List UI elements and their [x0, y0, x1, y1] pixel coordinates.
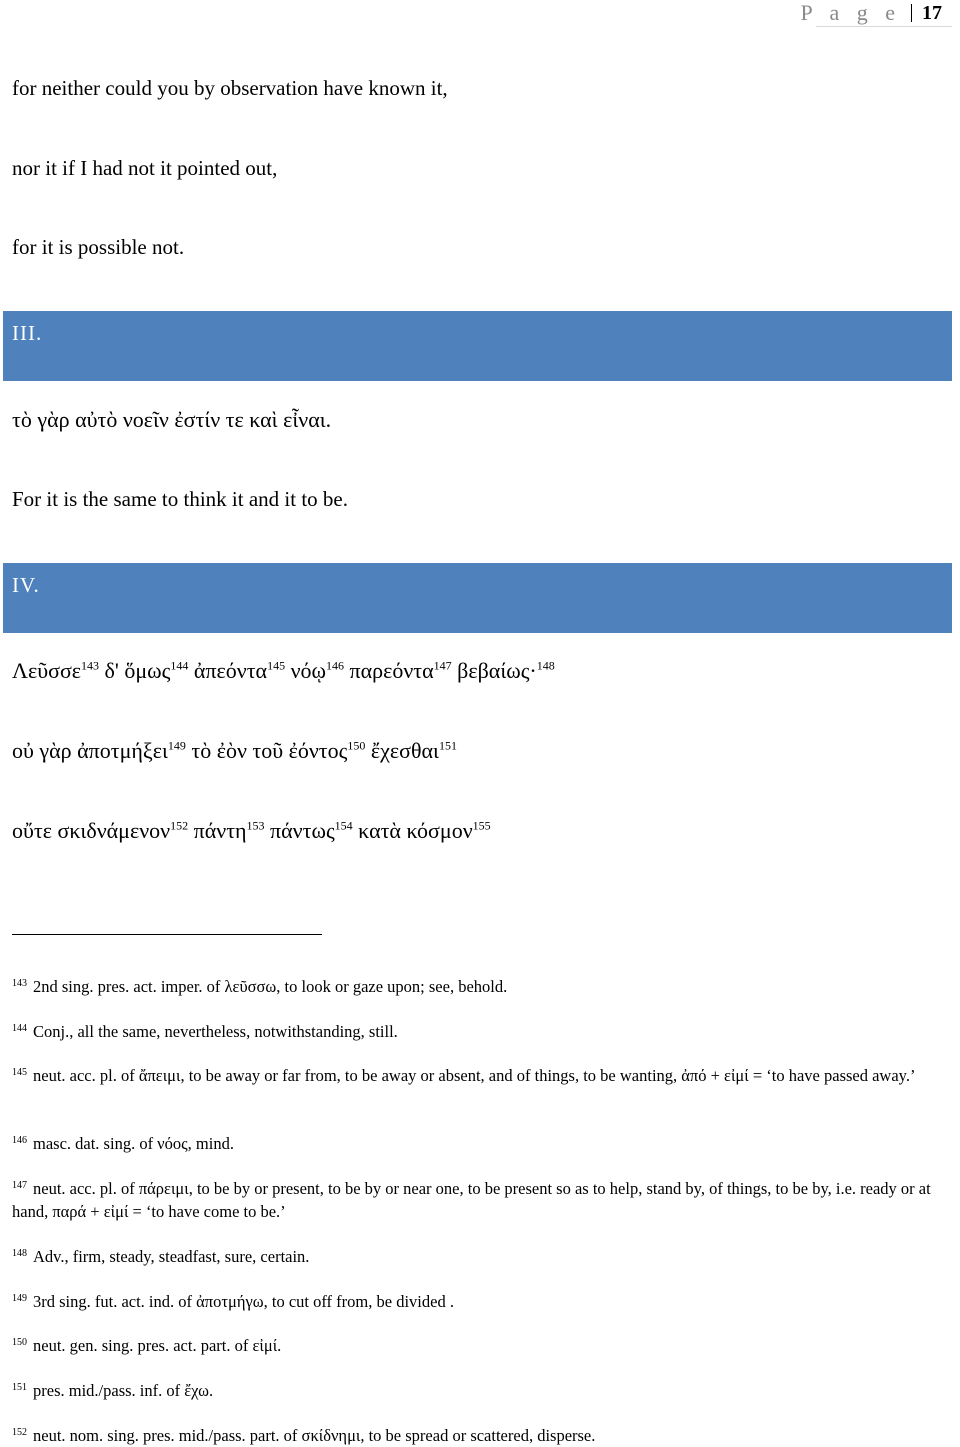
footnote	[12, 1334, 947, 1357]
greek-word: τὸ ἐὸν τοῦ ἐόντος	[185, 738, 348, 763]
footnote-number: 151	[12, 1381, 27, 1393]
footnote-number: 147	[12, 1179, 27, 1191]
footnote-text: 2nd sing. pres. act. imper. of λεῦσσω, to look or gaze upon; see, behold.	[33, 977, 508, 996]
page-number: 17	[922, 1, 942, 24]
greek-line: τὸ γὰρ αὐτὸ νοεῖν ἐστίν τε καὶ εἶναι.	[12, 407, 332, 432]
greek-line	[12, 818, 491, 844]
footnote-number: 146	[12, 1134, 27, 1146]
greek-word: βεβαίως·	[451, 658, 537, 683]
translation-line: for neither could you by observation have known it,	[12, 76, 448, 100]
greek-word: πάντη	[188, 818, 247, 843]
greek-word: παρεόντα	[344, 658, 434, 683]
section-heading: IV.	[12, 573, 40, 597]
translation-line: for it is possible not.	[12, 235, 185, 259]
footnote-marker: 152	[170, 818, 189, 833]
footnote-marker: 147	[433, 658, 452, 673]
footnote-number: 152	[12, 1426, 27, 1438]
footnote-text: neut. acc. pl. of πάρειμι, to be by or present, to be by or near one, to be present so as to help, stand by, of things, to be by, i.e. ready or at hand, παρά + εἰμί = ‘to have come to be.’	[12, 1179, 931, 1221]
greek-word: πάντως	[264, 818, 335, 843]
section-heading-band	[3, 311, 952, 381]
greek-line	[12, 658, 555, 684]
footnote-number: 148	[12, 1247, 27, 1259]
footnote-text: Adv., firm, steady, steadfast, sure, certain.	[33, 1247, 310, 1266]
footnote-text: Conj., all the same, nevertheless, notwithstanding, still.	[33, 1022, 398, 1041]
footnote-marker: 150	[347, 738, 366, 753]
footnote-marker: 154	[334, 818, 353, 833]
footnote-text: 3rd sing. fut. act. ind. of ἀποτμήγω, to cut off from, be divided .	[33, 1292, 454, 1311]
footnote-marker: 149	[167, 738, 186, 753]
section-heading-band	[3, 563, 952, 633]
translation-line: nor it if I had not it pointed out,	[12, 156, 278, 180]
greek-line	[12, 738, 457, 764]
footnote	[12, 1290, 947, 1313]
footnote	[12, 1379, 947, 1402]
footnote	[12, 1177, 947, 1223]
footnote	[12, 1064, 947, 1087]
greek-word: οὐ γὰρ ἀποτμήξει	[12, 738, 168, 763]
greek-word: οὔτε σκιδνάμενον	[12, 818, 171, 843]
greek-word: δ' ὅμως	[99, 658, 171, 683]
greek-word: ἔχεσθαι	[365, 738, 439, 763]
footnote-number: 150	[12, 1336, 27, 1348]
greek-word: νόῳ	[285, 658, 326, 683]
greek-word: Λεῦσσε	[12, 658, 82, 683]
footnote-text: neut. gen. sing. pres. act. part. of εἰμί.	[33, 1336, 282, 1355]
footnote-number: 149	[12, 1292, 27, 1304]
footnote-marker: 145	[267, 658, 286, 673]
footnote-marker: 151	[438, 738, 457, 753]
greek-word: ἀπεόντα	[188, 658, 268, 683]
footnote-marker: 143	[81, 658, 100, 673]
section-heading: III.	[12, 321, 43, 345]
page-word: P a g e	[800, 0, 901, 25]
footnote-text: pres. mid./pass. inf. of ἔχω.	[33, 1381, 214, 1400]
footnote-number: 145	[12, 1066, 27, 1078]
footnote-number: 144	[12, 1022, 27, 1034]
footnote-marker: 153	[246, 818, 265, 833]
footnote-number: 143	[12, 977, 27, 989]
footnote-marker: 144	[170, 658, 189, 673]
footnote-text: neut. nom. sing. pres. mid./pass. part. of σκίδνημι, to be spread or scattered, disperse.	[33, 1426, 596, 1445]
translation-line: For it is the same to think it and it to be.	[12, 487, 348, 511]
page-header	[801, 0, 942, 26]
footnote	[12, 1020, 947, 1043]
footnote-marker: 155	[472, 818, 491, 833]
footnote-text: masc. dat. sing. of νόος, mind.	[33, 1134, 234, 1153]
footnote-marker: 148	[536, 658, 555, 673]
greek-word: κατὰ κόσμον	[352, 818, 473, 843]
footnote	[12, 1424, 947, 1447]
footnote-rule	[12, 934, 322, 935]
footnote-text: neut. acc. pl. of ἄπειμι, to be away or far from, to be away or absent, and of things, to be wanting, ἀπό + εἰμί = ‘to have passed away.’	[33, 1066, 916, 1085]
footnote	[12, 1132, 947, 1155]
footnote	[12, 975, 947, 998]
header-rule	[816, 26, 952, 27]
footnote-marker: 146	[326, 658, 344, 673]
footnote	[12, 1245, 947, 1268]
page-separator	[911, 4, 912, 22]
